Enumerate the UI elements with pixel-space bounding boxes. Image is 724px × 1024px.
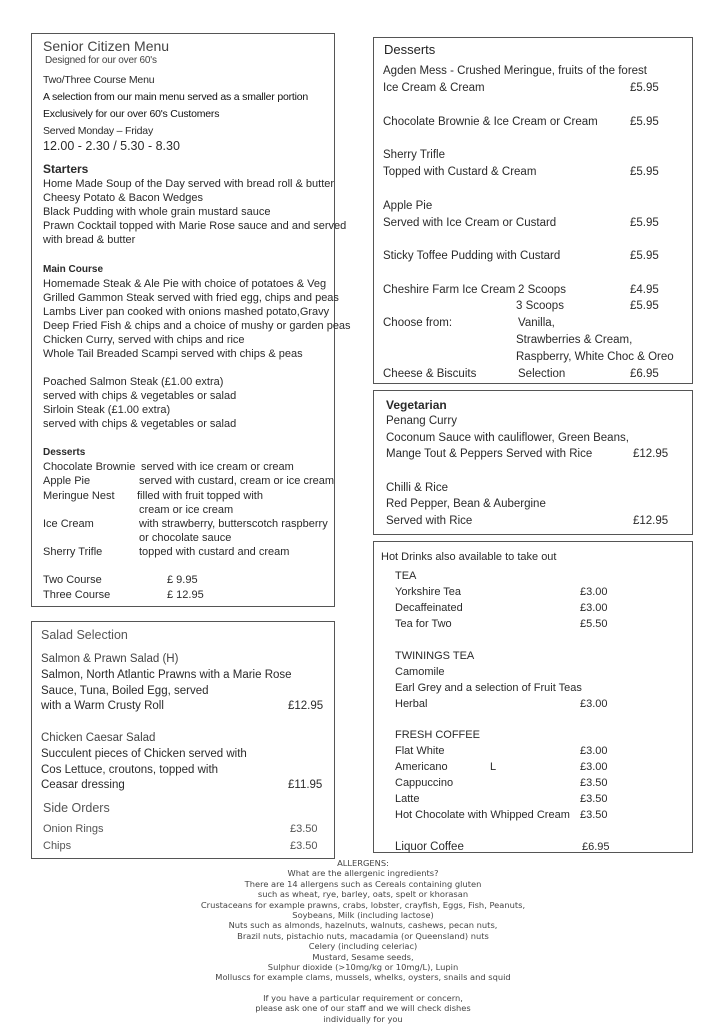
dessert-line: Sherry Trifle [383,149,445,161]
flavour: Raspberry, White Choc & Oreo [516,351,674,363]
drink-name: Herbal [395,698,428,710]
salad-line: Salmon, North Atlantic Prawns with a Marie Rose [41,669,292,681]
veg-line: Mange Tout & Peppers Served with Rice [386,448,593,460]
desserts-title: Desserts [384,42,436,57]
allergen-line: Crustaceans for example prawns, crabs, lobster, crayfish, Eggs, Fish, Peanuts, [200,899,526,910]
starter-item: Cheesy Potato & Bacon Wedges [43,192,204,204]
veg-price: £12.95 [633,448,669,460]
dessert-line: Topped with Custard & Cream [383,166,537,178]
dessert-name: Meringue Nest [43,490,115,502]
drink-name: Tea for Two [395,618,452,630]
dessert-name: Sherry Trifle [43,546,103,558]
starters-heading: Starters [43,162,89,176]
scoops-option: 2 Scoops [518,284,566,296]
side-name: Onion Rings [43,823,104,835]
allergen-note: individually for you [323,1013,403,1024]
extra-item: served with chips & vegetables or salad [43,390,237,402]
drink-name: Cappuccino [395,777,454,789]
allergen-line: Sulphur dioxide (>10mg/kg or 10mg/L), Lupin [267,962,459,973]
twinings-heading: TWININGS TEA [395,650,475,662]
side-price: £3.50 [290,840,318,852]
drink-name: Flat White [395,745,445,757]
veg-line: Chilli & Rice [386,482,448,494]
intro-line: A selection from our main menu served as a smaller portion [43,91,309,103]
drink-price: £3.00 [580,586,608,598]
drink-name: Yorkshire Tea [395,586,462,598]
main-item: Grilled Gammon Steak served with fried egg, chips and peas [43,292,339,304]
main-item: Lambs Liver pan cooked with onions mashed potato,Gravy [43,306,330,318]
main-item: Homemade Steak & Ale Pie with choice of potatoes & Veg [43,278,327,290]
dessert-line: Agden Mess - Crushed Meringue, fruits of the forest [383,65,647,77]
veg-line: Coconum Sauce with cauliflower, Green Beans, [386,432,629,444]
extra-item: Sirloin Steak (£1.00 extra) [43,404,171,416]
veg-line: Served with Rice [386,515,473,527]
salad-title: Salad Selection [41,628,128,642]
drink-price: £6.95 [582,841,610,853]
allergen-line: What are the allergenic ingredients? [287,868,439,879]
salad-line: Ceasar dressing [41,779,125,791]
allergen-note: If you have a particular requirement or concern, [263,992,463,1003]
senior-menu-title: Senior Citizen Menu [43,38,170,54]
starter-item: with bread & butter [43,234,136,246]
veg-line: Penang Curry [386,415,457,427]
dessert-price: £6.95 [630,368,659,380]
veg-price: £12.95 [633,515,669,527]
drink-name: Liquor Coffee [395,841,464,853]
allergen-line: There are 14 allergens such as Cereals containing gluten [244,878,482,889]
dessert-price: £5.95 [630,250,659,262]
course-label: Three Course [43,589,111,601]
flavour: Strawberries & Cream, [516,334,633,346]
dessert-price: £5.95 [630,166,659,178]
dessert-desc: served with custard, cream or ice cream [139,475,335,487]
dessert-name: Ice Cream [43,518,94,530]
drink-price: £3.50 [580,793,608,805]
dessert-price: £4.95 [630,284,659,296]
drink-price: £3.50 [580,777,608,789]
opening-hours: 12.00 - 2.30 / 5.30 - 8.30 [43,139,180,153]
allergen-line: Mustard, Sesame seeds, [312,951,414,962]
extra-item: served with chips & vegetables or salad [43,418,237,430]
senior-subtitle: Designed for our over 60's [45,55,157,66]
hot-drinks-title: Hot Drinks also available to take out [381,551,557,563]
dessert-line: Served with Ice Cream or Custard [383,217,557,229]
dessert-desc: with strawberry, butterscotch raspberry [139,518,328,530]
main-item: Whole Tail Breaded Scampi served with chips & peas [43,348,303,360]
side-price: £3.50 [290,823,318,835]
salad-line: Chicken Caesar Salad [41,732,156,744]
veg-line: Red Pepper, Bean & Aubergine [386,498,546,510]
drink-mark: L [490,761,497,773]
dessert-line: Choose from: [383,317,453,329]
vegetarian-title: Vegetarian [386,398,447,412]
drink-price: £3.00 [580,602,608,614]
coffee-heading: FRESH COFFEE [395,729,480,741]
dessert-price: £5.95 [630,82,659,94]
flavour: Vanilla, [518,317,555,329]
dessert-line: Sticky Toffee Pudding with Custard [383,250,561,262]
allergen-line: Molluscs for example clams, mussels, whelks, oysters, snails and squid [215,972,511,983]
drink-price: £3.00 [580,745,608,757]
allergen-line: Soybeans, Milk (including lactose) [292,910,434,921]
extra-item: Poached Salmon Steak (£1.00 extra) [43,376,224,388]
dessert-line: Ice Cream & Cream [383,82,485,94]
drink-name: Decaffeinated [395,602,463,614]
dessert-desc: topped with custard and cream [139,546,290,558]
allergen-note: please ask one of our staff and we will check dishes [255,1003,471,1014]
dessert-line: Chocolate Brownie & Ice Cream or Cream [383,116,598,128]
allergens-notice [180,858,546,1024]
main-item: Chicken Curry, served with chips and rice [43,334,245,346]
senior-desserts-heading: Desserts [43,447,86,458]
dessert-name: Chocolate Brownie [43,461,136,473]
main-course-heading: Main Course [43,264,104,275]
dessert-desc: filled with fruit topped with [137,490,263,502]
dessert-line: Apple Pie [383,200,433,212]
starter-item: Home Made Soup of the Day served with bread roll & butter [43,178,335,190]
drink-price: £3.50 [580,809,608,821]
drink-price: £3.00 [580,698,608,710]
dessert-price: £5.95 [630,300,659,312]
drink-price: £3.00 [580,761,608,773]
drink-name: Camomile [395,666,445,678]
tea-heading: TEA [395,570,417,582]
dessert-line: Cheese & Biscuits [383,368,477,380]
course-price: £ 12.95 [167,589,204,601]
drink-price: £5.50 [580,618,608,630]
allergen-line: such as wheat, rye, barley, oats, spelt or khorasan [257,889,469,900]
allergen-line: ALLERGENS: [337,858,389,868]
starter-item: Black Pudding with whole grain mustard sauce [43,206,271,218]
starter-item: Prawn Cocktail topped with Marie Rose sauce and and served [43,220,347,232]
salad-line: Salmon & Prawn Salad (H) [41,653,179,665]
dessert-desc: cream or ice cream [139,504,234,516]
scoops-option: 3 Scoops [516,300,564,312]
dessert-desc: served with ice cream or cream [141,461,294,473]
drink-name: Hot Chocolate with Whipped Cream [395,809,570,821]
main-item: Deep Fried Fish & chips and a choice of mushy or garden peas [43,320,351,332]
course-price: £ 9.95 [167,574,198,586]
course-label: Two Course [43,574,102,586]
salad-price: £12.95 [288,700,324,712]
dessert-price: £5.95 [630,217,659,229]
intro-line: Served Monday – Friday [43,125,153,137]
salad-line: with a Warm Crusty Roll [41,700,164,712]
dessert-desc: or chocolate sauce [139,532,232,544]
salad-line: Succulent pieces of Chicken served with [41,748,247,760]
allergen-line: Brazil nuts, pistachio nuts, macadamia (or Queensland) nuts [237,930,489,941]
dessert-price: £5.95 [630,116,659,128]
dessert-line: Cheshire Farm Ice Cream [383,284,516,296]
drink-name: Latte [395,793,420,805]
salad-line: Cos Lettuce, croutons, topped with [41,764,219,776]
salad-price: £11.95 [288,779,323,791]
side-orders-title: Side Orders [43,801,110,815]
dessert-name: Apple Pie [43,475,91,487]
side-name: Chips [43,840,72,852]
intro-line: Two/Three Course Menu [43,74,155,86]
salad-line: Sauce, Tuna, Boiled Egg, served [41,685,209,697]
drink-name: Americano [395,761,448,773]
cheese-selection: Selection [518,368,566,380]
allergen-line: Nuts such as almonds, hazelnuts, walnuts, cashews, pecan nuts, [228,920,498,931]
allergen-line: Celery (including celeriac) [308,941,418,952]
intro-line: Exclusively for our over 60's Customers [43,108,220,120]
drink-name: Earl Grey and a selection of Fruit Teas [395,682,582,694]
